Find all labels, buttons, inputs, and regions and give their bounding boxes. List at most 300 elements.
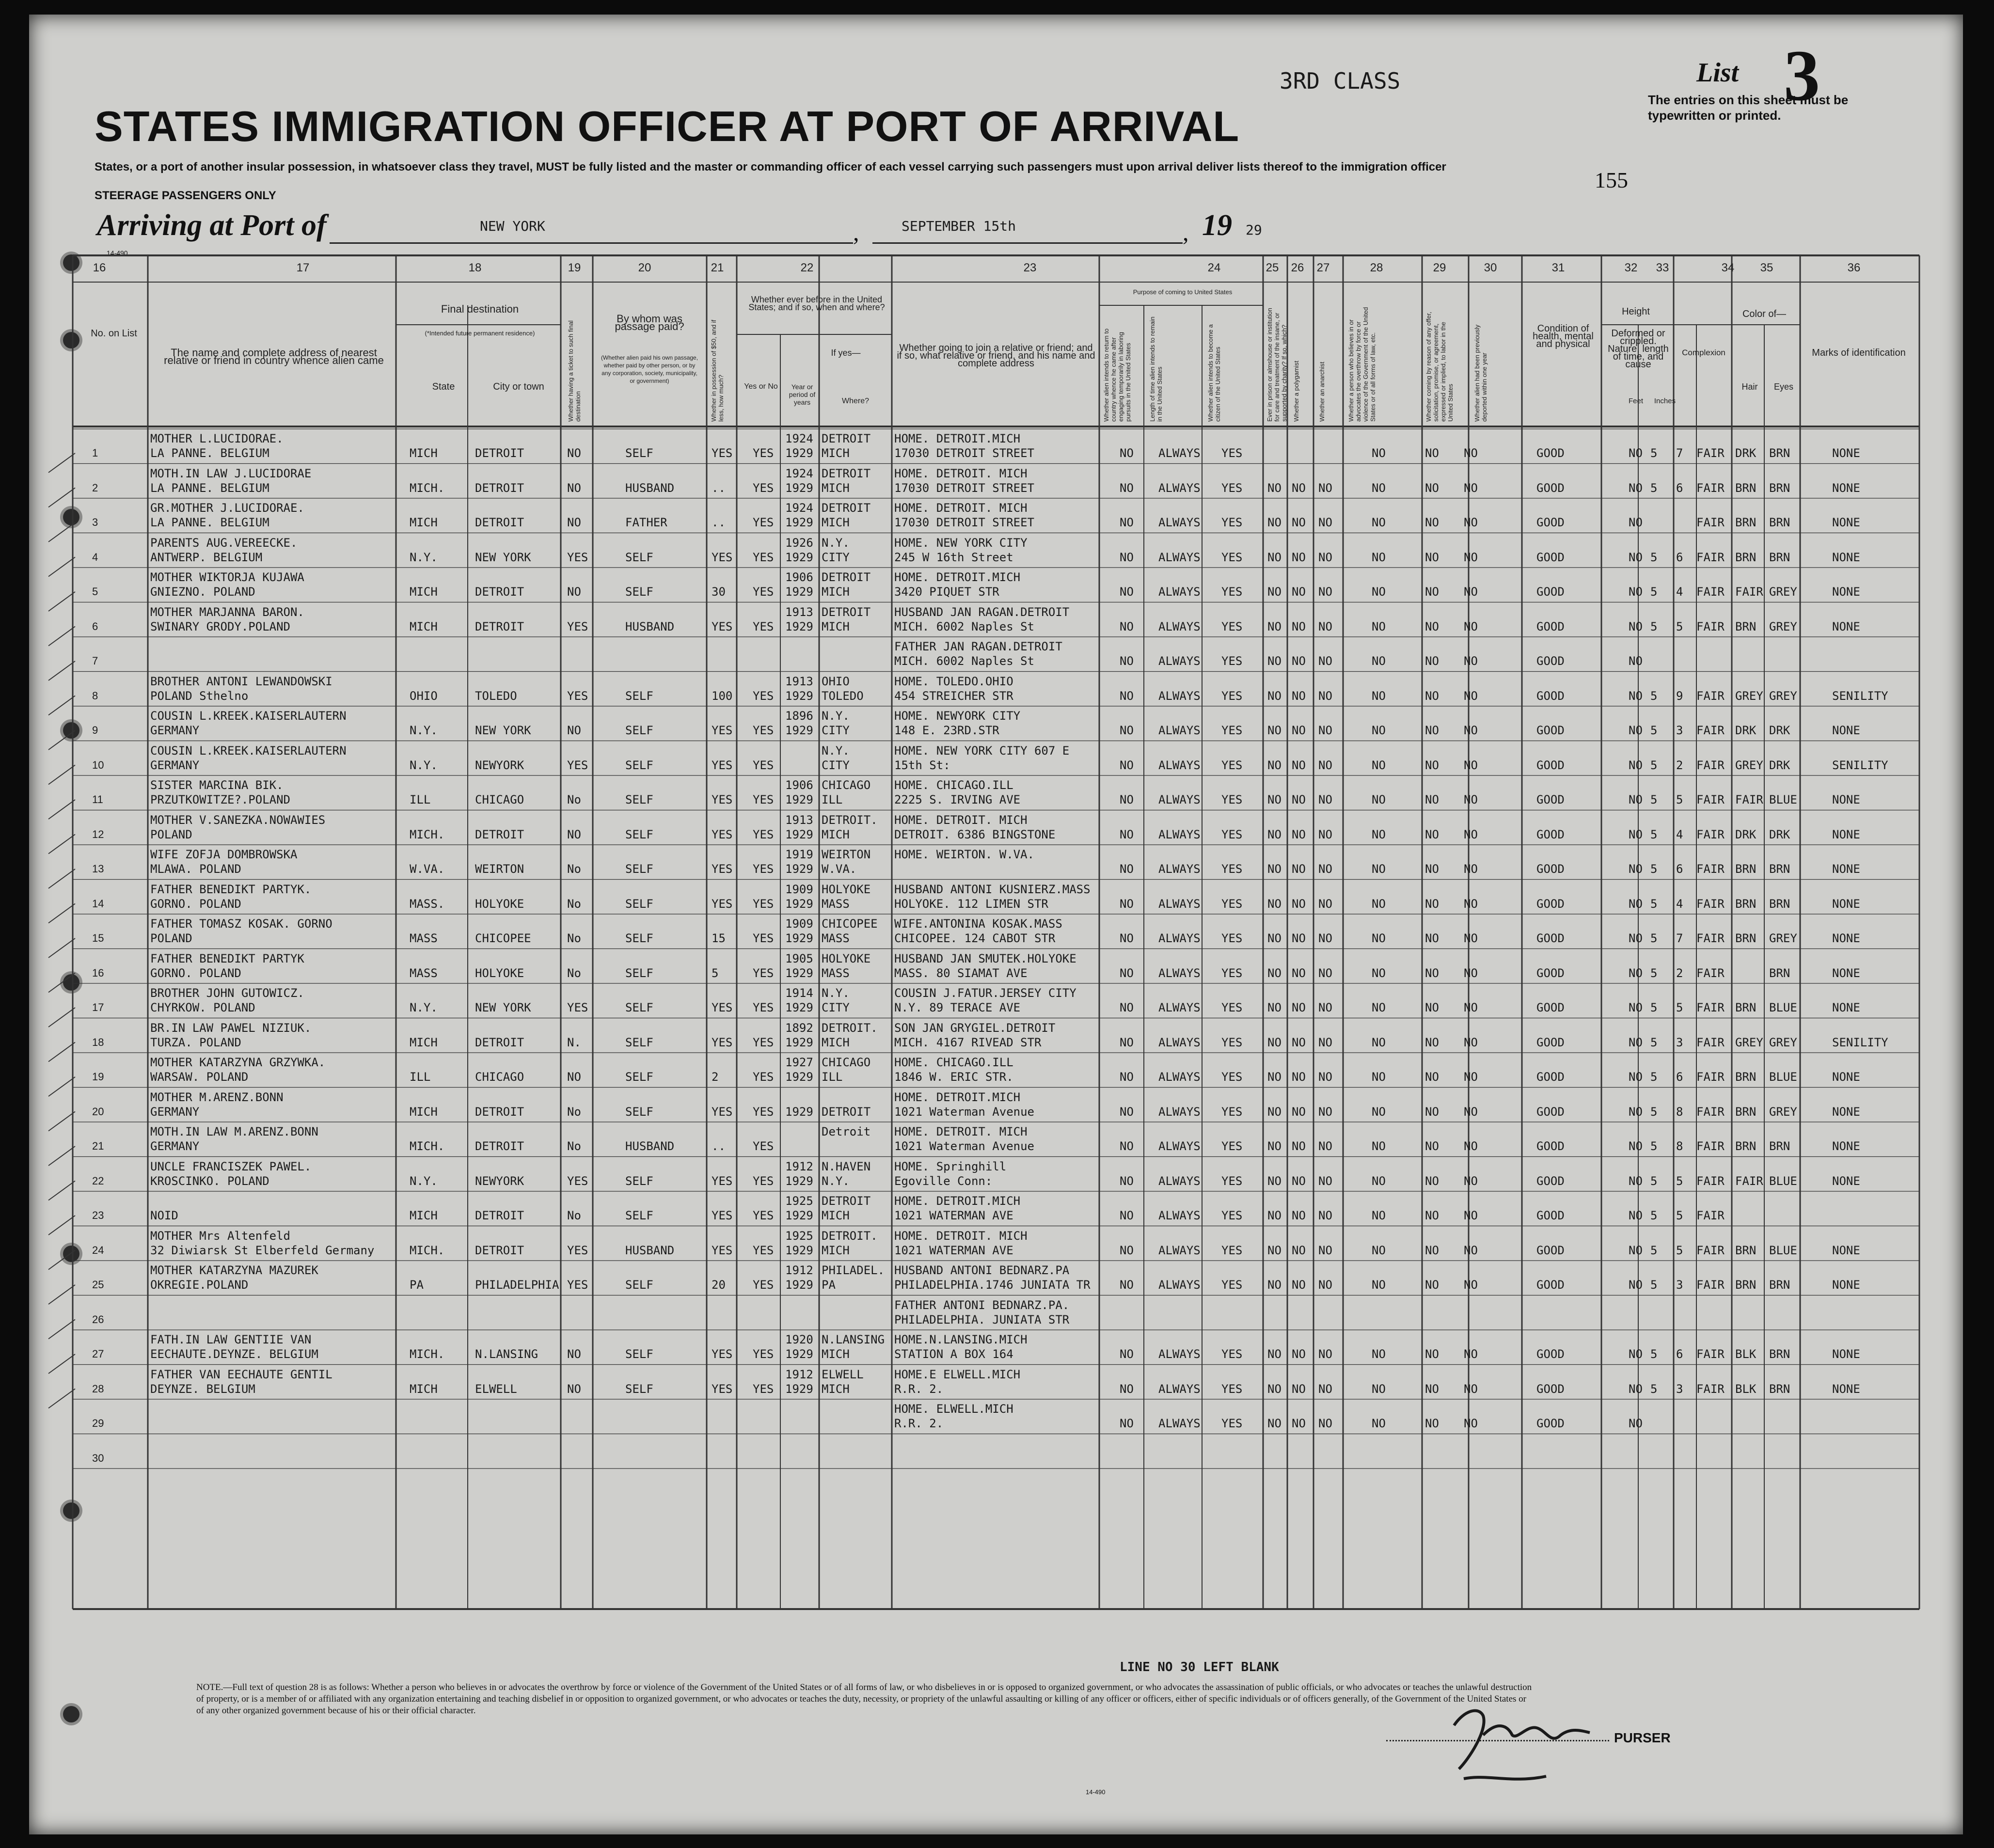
height-feet: 5: [1650, 966, 1658, 980]
q27: NO: [1318, 550, 1332, 564]
city: DETROIT: [475, 585, 524, 599]
passage-paid: HUSBAND: [625, 1243, 675, 1257]
deformed: NO: [1629, 1035, 1643, 1049]
purpose-citizen: YES: [1221, 1174, 1243, 1188]
joining-line-2: CHICOPEE. 124 CABOT STR: [894, 932, 1056, 945]
height-inches: 5: [1676, 619, 1683, 633]
purpose-return: NO: [1120, 1278, 1134, 1292]
year-1: 1909: [785, 882, 813, 896]
table-row: [29, 983, 1963, 1018]
year-1: 1924: [785, 432, 813, 445]
year-1: 1912: [785, 1159, 813, 1173]
header-purpose-c: Whether alien intends to become a citizen of the United States: [1207, 324, 1221, 422]
row-number: 10: [92, 758, 104, 771]
typed-note: The entries on this sheet must be typewritten or printed.: [1648, 93, 1849, 123]
complexion: FAIR: [1696, 481, 1725, 495]
state: MASS: [410, 932, 438, 945]
city: DETROIT: [475, 1209, 524, 1222]
city: WEIRTON: [475, 862, 524, 876]
year-2: 1929: [785, 1001, 813, 1014]
q26: NO: [1292, 516, 1306, 529]
height-feet: 5: [1650, 1070, 1658, 1084]
where-2: MICH: [822, 1347, 850, 1361]
purpose-return: NO: [1120, 689, 1134, 703]
where-2: MASS: [822, 932, 850, 945]
hair: BRN: [1735, 481, 1757, 495]
joining-line-2: MICH. 6002 Naples St: [894, 654, 1034, 668]
q30: NO: [1464, 619, 1478, 633]
q28: NO: [1372, 1382, 1386, 1396]
q26: NO: [1292, 1105, 1306, 1119]
before-us: YES: [753, 1001, 774, 1014]
q29: NO: [1425, 1174, 1439, 1188]
q29: NO: [1425, 1139, 1439, 1153]
q28: NO: [1372, 758, 1386, 772]
q29: NO: [1425, 724, 1439, 737]
header-polygamist: Whether a polygamist: [1293, 361, 1300, 422]
height-feet: 5: [1650, 1278, 1658, 1292]
city: HOLYOKE: [475, 966, 524, 980]
hair: FAIR: [1735, 793, 1763, 806]
money: YES: [712, 793, 733, 806]
q29: NO: [1425, 1278, 1439, 1292]
marks: SENILITY: [1832, 1035, 1888, 1049]
state: MICH: [410, 516, 438, 529]
relative-line-2: CHYRKOW. POLAND: [150, 1001, 255, 1014]
table-row: [29, 1053, 1963, 1088]
state: OHIO: [410, 689, 438, 703]
relative-line-1: FATHER BENEDIKT PARTYK.: [150, 882, 312, 896]
relative-line-1: COUSIN L.KREEK.KAISERLAUTERN: [150, 743, 347, 758]
row-number: 1: [92, 447, 98, 459]
q27: NO: [1318, 619, 1332, 633]
where-2: CITY: [822, 758, 850, 772]
money: 100: [712, 689, 733, 703]
q29: NO: [1425, 446, 1439, 460]
where-1: CHICAGO: [822, 1056, 871, 1069]
q29: NO: [1425, 1243, 1439, 1257]
page-subtitle: States, or a port of another insular possession, in whatsoever class they travel, MUST be fully listed and the master or commanding officer of each vessel carrying such passengers must upon arrival deliver lists thereof to the immigration officer: [95, 160, 1446, 174]
table-row: [29, 949, 1963, 984]
purpose-citizen: YES: [1221, 1209, 1243, 1222]
state: MICH.: [410, 1243, 445, 1257]
table-row: [29, 568, 1963, 602]
header-eyes: Eyes: [1773, 382, 1794, 392]
height-inches: 2: [1676, 758, 1683, 772]
relative-line-2: 32 Diwiarsk St Elberfeld Germany: [150, 1243, 375, 1257]
header-final-destination-note: (*Intended future permanent residence): [425, 330, 535, 337]
complexion: FAIR: [1696, 619, 1725, 633]
marks: NONE: [1832, 1070, 1860, 1084]
purpose-length: ALWAYS: [1158, 550, 1201, 564]
health: GOOD: [1536, 1278, 1565, 1292]
purpose-length: ALWAYS: [1158, 481, 1201, 495]
list-number: 3: [1784, 35, 1820, 116]
header-deported: Whether alien had been previously deported within one year: [1473, 324, 1488, 422]
q26: NO: [1292, 827, 1306, 841]
joining-line-2: 1846 W. ERIC STR.: [894, 1070, 1013, 1084]
purpose-return: NO: [1120, 1035, 1134, 1049]
health: GOOD: [1536, 827, 1565, 841]
complexion: FAIR: [1696, 689, 1725, 703]
deformed: NO: [1629, 1347, 1643, 1361]
purpose-length: ALWAYS: [1158, 585, 1201, 599]
q29: NO: [1425, 550, 1439, 564]
q30: NO: [1464, 1382, 1478, 1396]
eyes: GREY: [1769, 619, 1797, 633]
relative-line-1: MOTHER V.SANEZKA.NOWAWIES: [150, 813, 326, 827]
where-2: ILL: [822, 793, 843, 806]
purpose-length: ALWAYS: [1158, 619, 1201, 633]
arriving-label: Arriving at Port of: [97, 209, 327, 242]
marks: NONE: [1832, 793, 1860, 806]
deformed: NO: [1629, 1209, 1643, 1222]
eyes: DRK: [1769, 758, 1790, 772]
state: MICH.: [410, 1347, 445, 1361]
hair: BRN: [1735, 1278, 1757, 1292]
state: N.Y.: [410, 724, 438, 737]
q25: NO: [1267, 793, 1282, 806]
joining-line-1: HOME. DETROIT.MICH: [894, 1090, 1021, 1104]
where-1: DETROIT.: [822, 1021, 878, 1035]
purpose-length: ALWAYS: [1158, 1174, 1201, 1188]
q25: NO: [1267, 1174, 1282, 1188]
health: GOOD: [1536, 1417, 1565, 1430]
q26: NO: [1292, 1243, 1306, 1257]
q29: NO: [1425, 516, 1439, 529]
row-number: 25: [92, 1279, 104, 1291]
q25: NO: [1267, 724, 1282, 737]
complexion: FAIR: [1696, 446, 1725, 460]
eyes: GREY: [1769, 932, 1797, 945]
q26: NO: [1292, 966, 1306, 980]
q30: NO: [1464, 724, 1478, 737]
height-feet: 5: [1650, 689, 1658, 703]
hair: BRN: [1735, 862, 1757, 876]
joining-line-2: 1021 Waterman Avenue: [894, 1105, 1034, 1119]
before-us: YES: [753, 1278, 774, 1292]
q29: NO: [1425, 758, 1439, 772]
row-number: 15: [92, 932, 104, 944]
eyes: BRN: [1769, 897, 1790, 911]
row-number: 16: [92, 966, 104, 979]
purpose-length: ALWAYS: [1158, 1278, 1201, 1292]
q29: NO: [1425, 1347, 1439, 1361]
city: NEW YORK: [475, 550, 531, 564]
before-us: YES: [753, 1382, 774, 1396]
relative-line-1: MOTHER MARJANNA BARON.: [150, 605, 304, 619]
year-2: 1929: [785, 793, 813, 806]
where-1: N.Y.: [822, 743, 850, 758]
where-2: MICH: [822, 619, 850, 633]
eyes: BRN: [1769, 1347, 1790, 1361]
table-row: [29, 1365, 1963, 1400]
joining-line-2: 3420 PIQUET STR: [894, 585, 999, 599]
row-number: 12: [92, 828, 104, 840]
purpose-citizen: YES: [1221, 550, 1243, 564]
eyes: BLUE: [1769, 1174, 1797, 1188]
joining-line-1: HOME. DETROIT. MICH: [894, 501, 1028, 515]
marks: NONE: [1832, 585, 1860, 599]
eyes: DRK: [1769, 827, 1790, 841]
money: YES: [712, 1001, 733, 1014]
before-us: YES: [753, 1174, 774, 1188]
purpose-length: ALWAYS: [1158, 897, 1201, 911]
marks: NONE: [1832, 619, 1860, 633]
header-overthrow: Whether a person who believes in or advocates the overthrow by force or violence of the Government of the United States or of all forms of law, etc.: [1347, 307, 1377, 422]
q30: NO: [1464, 1105, 1478, 1119]
joining-line-2: MICH. 4167 RIVEAD STR: [894, 1035, 1042, 1049]
year-2: 1929: [785, 1070, 813, 1084]
deformed: NO: [1629, 1139, 1643, 1153]
height-inches: 5: [1676, 1209, 1683, 1222]
deformed: NO: [1629, 516, 1643, 529]
row-number: 28: [92, 1382, 104, 1395]
q27: NO: [1318, 862, 1332, 876]
q25: NO: [1267, 1035, 1282, 1049]
passage-paid: SELF: [625, 862, 653, 876]
relative-line-1: FATHER TOMASZ KOSAK. GORNO: [150, 917, 332, 931]
marks: NONE: [1832, 1278, 1860, 1292]
q27: NO: [1318, 724, 1332, 737]
relative-line-1: MOTH.IN LAW M.ARENZ.BONN: [150, 1125, 318, 1138]
q27: NO: [1318, 516, 1332, 529]
q27: NO: [1318, 1347, 1332, 1361]
table-row: [29, 533, 1963, 568]
money: YES: [712, 446, 733, 460]
where-2: PA: [822, 1278, 836, 1292]
before-us: YES: [753, 1139, 774, 1153]
relative-line-2: POLAND: [150, 932, 192, 945]
purpose-length: ALWAYS: [1158, 654, 1201, 668]
where-2: CITY: [822, 550, 850, 564]
city: DETROIT: [475, 446, 524, 460]
purpose-citizen: YES: [1221, 654, 1243, 668]
complexion: FAIR: [1696, 1382, 1725, 1396]
height-feet: 5: [1650, 793, 1658, 806]
ticket: No: [567, 793, 581, 806]
height-feet: 5: [1650, 585, 1658, 599]
q29: NO: [1425, 619, 1439, 633]
money: 5: [712, 966, 719, 980]
q28: NO: [1372, 1174, 1386, 1188]
marks: NONE: [1832, 1347, 1860, 1361]
year-2: 1929: [785, 1243, 813, 1257]
header-yes-no: Yes or No: [744, 382, 778, 391]
where-2: ILL: [822, 1070, 843, 1084]
purpose-citizen: YES: [1221, 1139, 1243, 1153]
relative-line-1: FATHER VAN EECHAUTE GENTIL: [150, 1367, 332, 1381]
year-2: 1929: [785, 827, 813, 841]
column-number: 23: [1023, 261, 1037, 274]
height-feet: 5: [1650, 1243, 1658, 1257]
height-inches: 6: [1676, 1070, 1683, 1084]
q25: NO: [1267, 1139, 1282, 1153]
health: GOOD: [1536, 966, 1565, 980]
q25: NO: [1267, 862, 1282, 876]
complexion: FAIR: [1696, 516, 1725, 529]
q27: NO: [1318, 1243, 1332, 1257]
q29: NO: [1425, 1417, 1439, 1430]
where-2: MASS: [822, 966, 850, 980]
complexion: FAIR: [1696, 897, 1725, 911]
relative-line-2: KROSCINKO. POLAND: [150, 1174, 269, 1188]
year-1: 1896: [785, 709, 813, 723]
deformed: NO: [1629, 758, 1643, 772]
q28: NO: [1372, 932, 1386, 945]
joining-line-1: HOME. NEW YORK CITY: [894, 536, 1028, 550]
height-inches: 5: [1676, 1243, 1683, 1257]
column-number: 36: [1847, 261, 1861, 274]
money: YES: [712, 724, 733, 737]
purpose-length: ALWAYS: [1158, 1070, 1201, 1084]
state: MICH: [410, 619, 438, 633]
q28: NO: [1372, 793, 1386, 806]
purpose-length: ALWAYS: [1158, 1417, 1201, 1430]
height-inches: 6: [1676, 481, 1683, 495]
ticket: N.: [567, 1035, 581, 1049]
money: 2: [712, 1070, 719, 1084]
table-row: [29, 429, 1963, 464]
year-1: 1905: [785, 951, 813, 965]
q26: NO: [1292, 585, 1306, 599]
column-number: 16: [93, 261, 106, 274]
purpose-citizen: YES: [1221, 1382, 1243, 1396]
eyes: BRN: [1769, 862, 1790, 876]
purpose-length: ALWAYS: [1158, 827, 1201, 841]
complexion: FAIR: [1696, 1070, 1725, 1084]
ticket: YES: [567, 1174, 588, 1188]
purpose-citizen: YES: [1221, 689, 1243, 703]
line-blank-note: LINE NO 30 LEFT BLANK: [1120, 1660, 1279, 1674]
q26: NO: [1292, 1070, 1306, 1084]
header-feet: Feet: [1628, 397, 1643, 405]
purpose-return: NO: [1120, 654, 1134, 668]
purpose-citizen: YES: [1221, 446, 1243, 460]
passage-paid: HUSBAND: [625, 481, 675, 495]
complexion: FAIR: [1696, 1174, 1725, 1188]
height-inches: 5: [1676, 793, 1683, 806]
purpose-return: NO: [1120, 1174, 1134, 1188]
purpose-citizen: YES: [1221, 724, 1243, 737]
height-inches: 6: [1676, 550, 1683, 564]
joining-line-1: COUSIN J.FATUR.JERSEY CITY: [894, 986, 1076, 1000]
purpose-return: NO: [1120, 481, 1134, 495]
column-number: 27: [1316, 261, 1330, 274]
complexion: FAIR: [1696, 827, 1725, 841]
joining-line-2: 454 STREICHER STR: [894, 689, 1013, 703]
header-where: Where?: [841, 397, 870, 405]
table-row: [29, 672, 1963, 707]
joining-line-1: HOME. CHICAGO.ILL: [894, 1056, 1013, 1069]
state: N.Y.: [410, 758, 438, 772]
year-2: 1929: [785, 1035, 813, 1049]
q28: NO: [1372, 550, 1386, 564]
money: YES: [712, 1347, 733, 1361]
ticket: No: [567, 862, 581, 876]
eyes: GREY: [1769, 1035, 1797, 1049]
q29: NO: [1425, 1105, 1439, 1119]
relative-line-1: FATH.IN LAW GENTIIE VAN: [150, 1333, 312, 1346]
where-1: CHICAGO: [822, 778, 871, 792]
passage-paid: SELF: [625, 689, 653, 703]
height-feet: 5: [1650, 1035, 1658, 1049]
purpose-citizen: YES: [1221, 1001, 1243, 1014]
q27: NO: [1318, 1209, 1332, 1222]
eyes: BLUE: [1769, 1001, 1797, 1014]
ticket: NO: [567, 585, 581, 599]
relative-line-2: POLAND: [150, 827, 192, 841]
relative-line-1: MOTHER M.ARENZ.BONN: [150, 1090, 284, 1104]
passage-paid: SELF: [625, 1070, 653, 1084]
table-row: [29, 1122, 1963, 1157]
city: TOLEDO: [475, 689, 517, 703]
row-number: 29: [92, 1417, 104, 1429]
marks: NONE: [1832, 481, 1860, 495]
year-2: 1929: [785, 966, 813, 980]
header-color-of: Color of—: [1742, 309, 1787, 319]
hair: BRN: [1735, 1139, 1757, 1153]
city: N.LANSING: [475, 1347, 538, 1361]
ticket: No: [567, 966, 581, 980]
year-1: 1892: [785, 1021, 813, 1035]
q26: NO: [1292, 793, 1306, 806]
height-feet: 5: [1650, 932, 1658, 945]
header-state: State: [432, 381, 455, 392]
purpose-citizen: YES: [1221, 1070, 1243, 1084]
q29: NO: [1425, 481, 1439, 495]
ticket: YES: [567, 1278, 588, 1292]
purpose-return: NO: [1120, 793, 1134, 806]
table-row: [29, 637, 1963, 672]
health: GOOD: [1536, 689, 1565, 703]
q27: NO: [1318, 1417, 1332, 1430]
page-number: 155: [1595, 168, 1628, 192]
row-number: 3: [92, 516, 98, 528]
year-1: 1925: [785, 1194, 813, 1208]
table-row: [29, 1157, 1963, 1192]
purpose-length: ALWAYS: [1158, 689, 1201, 703]
year-2: 1929: [785, 1174, 813, 1188]
header-if-yes: If yes—: [831, 348, 861, 358]
joining-line-2: 2225 S. IRVING AVE: [894, 793, 1021, 806]
relative-line-2: EECHAUTE.DEYNZE. BELGIUM: [150, 1347, 318, 1361]
q30: NO: [1464, 932, 1478, 945]
money: ..: [712, 481, 726, 495]
q25: NO: [1267, 827, 1282, 841]
q26: NO: [1292, 932, 1306, 945]
q28: NO: [1372, 1209, 1386, 1222]
steerage-label: STEERAGE PASSENGERS ONLY: [95, 189, 276, 202]
where-2: MICH: [822, 446, 850, 460]
header-no-on-list: No. on List: [91, 328, 137, 339]
relative-line-2: LA PANNE. BELGIUM: [150, 446, 269, 460]
purpose-citizen: YES: [1221, 1278, 1243, 1292]
header-prison: Ever in prison or almshouse or institution for care and treatment of the insane, or supported by charity? If so, which?: [1266, 308, 1288, 422]
q27: NO: [1318, 758, 1332, 772]
relative-line-2: ANTWERP. BELGIUM: [150, 550, 263, 564]
height-inches: 5: [1676, 1001, 1683, 1014]
height-inches: 6: [1676, 862, 1683, 876]
height-inches: 6: [1676, 1347, 1683, 1361]
joining-line-1: HUSBAND ANTONI KUSNIERZ.MASS: [894, 882, 1091, 896]
q26: NO: [1292, 1278, 1306, 1292]
purser-signature: [1435, 1682, 1629, 1793]
where-2: CITY: [822, 724, 850, 737]
arrival-port: NEW YORK: [480, 218, 545, 234]
year-1: 1924: [785, 466, 813, 480]
ticket: No: [567, 1105, 581, 1119]
